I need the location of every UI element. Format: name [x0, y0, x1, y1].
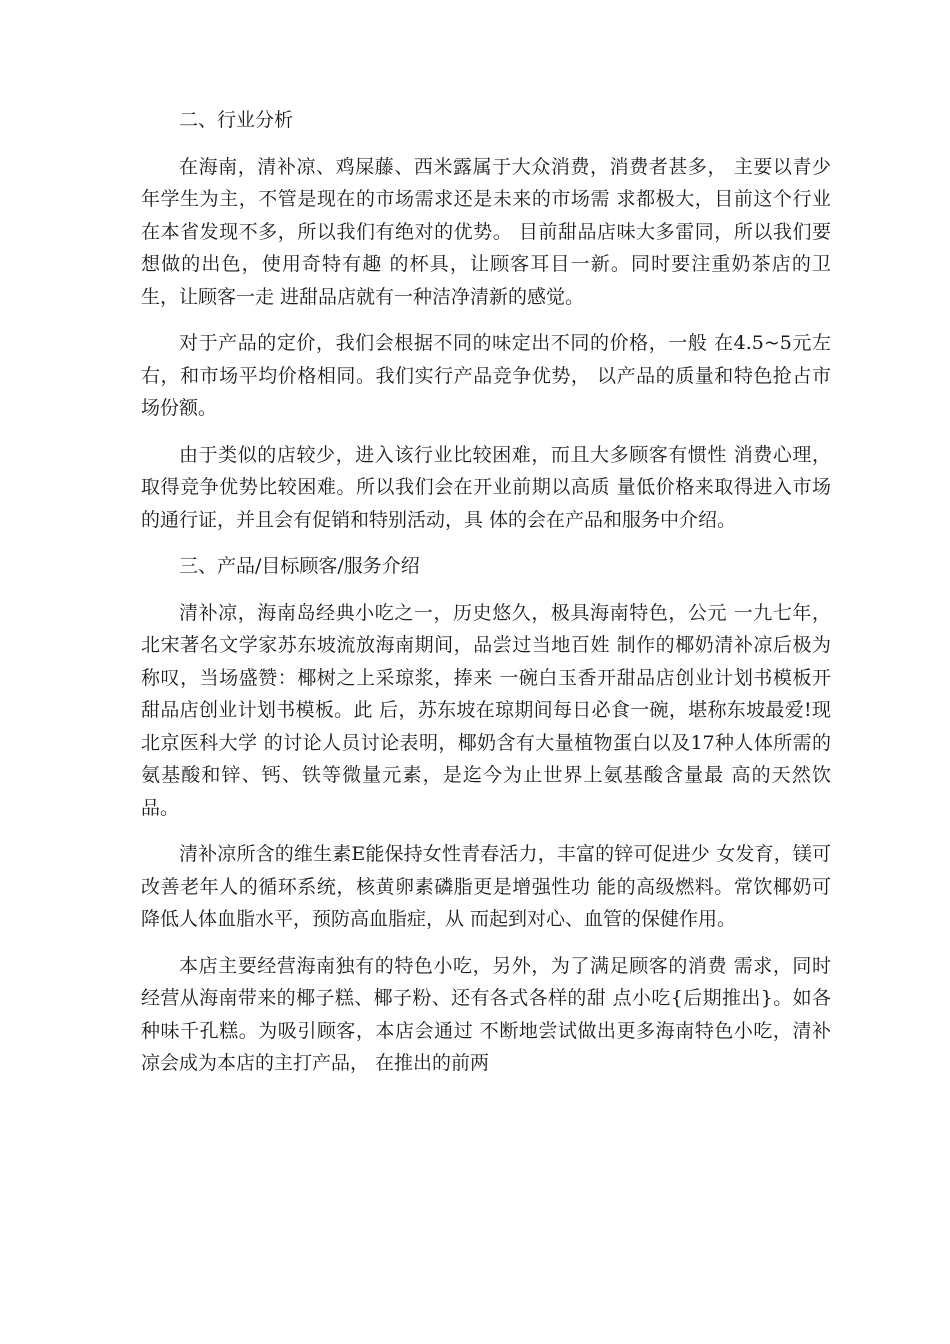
section-heading-products-customers-services: 三、产品/目标顾客/服务介绍 [179, 555, 420, 577]
paragraph-market-overview: 在海南，清补凉、鸡屎藤、西米露属于大众消费，消费者甚多， 主要以青少年学生为主，不管是现在的市场需求还是未来的市场需 求都极大，目前这个行业在本省发现不多，所以我们有绝对的优势。 目前甜品店味大多雷同，所以我们要想做的出色，使用奇特有趣 的杯具，让顾客耳目一新。同时要注重奶茶店的卫生，让顾客一走 进甜品店就有一种洁净清新的感觉。 [141, 155, 831, 308]
section-heading-industry-analysis: 二、行业分析 [179, 109, 294, 131]
paragraph-pricing: 对于产品的定价，我们会根据不同的味定出不同的价格，一般 在4.5~5元左右，和市场平均价格相同。我们实行产品竞争优势， 以产品的质量和特色抢占市场份额。 [141, 332, 831, 419]
paragraph-competition: 由于类似的店较少，进入该行业比较困难，而且大多顾客有惯性 消费心理，取得竞争优势比较困难。所以我们会在开业前期以高质 量低价格来取得进入市场的通行证，并且会有促销和特别活动，具 体的会在产品和服务中介绍。 [141, 443, 831, 531]
paragraph-product-offering: 本店主要经营海南独有的特色小吃，另外，为了满足顾客的消费 需求，同时经营从海南带来的椰子糕、椰子粉、还有各式各样的甜 点小吃{后期推出}。如各种味千孔糕。为吸引顾客，本店会通过 不断地尝试做出更多海南特色小吃，清补凉会成为本店的主打产品， 在推出的前两 [141, 954, 831, 1074]
paragraph-qingbuliang-history: 清补凉，海南岛经典小吃之一，历史悠久，极具海南特色，公元 一九七年，北宋著名文学家苏东坡流放海南期间，品尝过当地百姓 制作的椰奶清补凉后极为称叹，当场盛赞：椰树之上采琼浆，捧来 一碗白玉香开甜品店创业计划书模板开甜品店创业计划书模板。此 后，苏东坡在琼期间每日必食一碗，堪称东坡最爱!现北京医科大学 的讨论人员讨论表明，椰奶含有大量植物蛋白以及17种人体所需的 氨基酸和锌、钙、铁等微量元素，是迄今为止世界上氨基酸含量最 高的天然饮品。 [141, 601, 831, 819]
document-body [141, 104, 831, 1094]
paragraph-health-benefits: 清补凉所含的维生素E能保持女性青春活力，丰富的锌可促进少 女发育，镁可改善老年人的循环系统，核黄卵素磷脂更是增强性功 能的高级燃料。常饮椰奶可降低人体血脂水平，预防高血脂症，从 而起到对心、血管的保健作用。 [141, 843, 831, 930]
